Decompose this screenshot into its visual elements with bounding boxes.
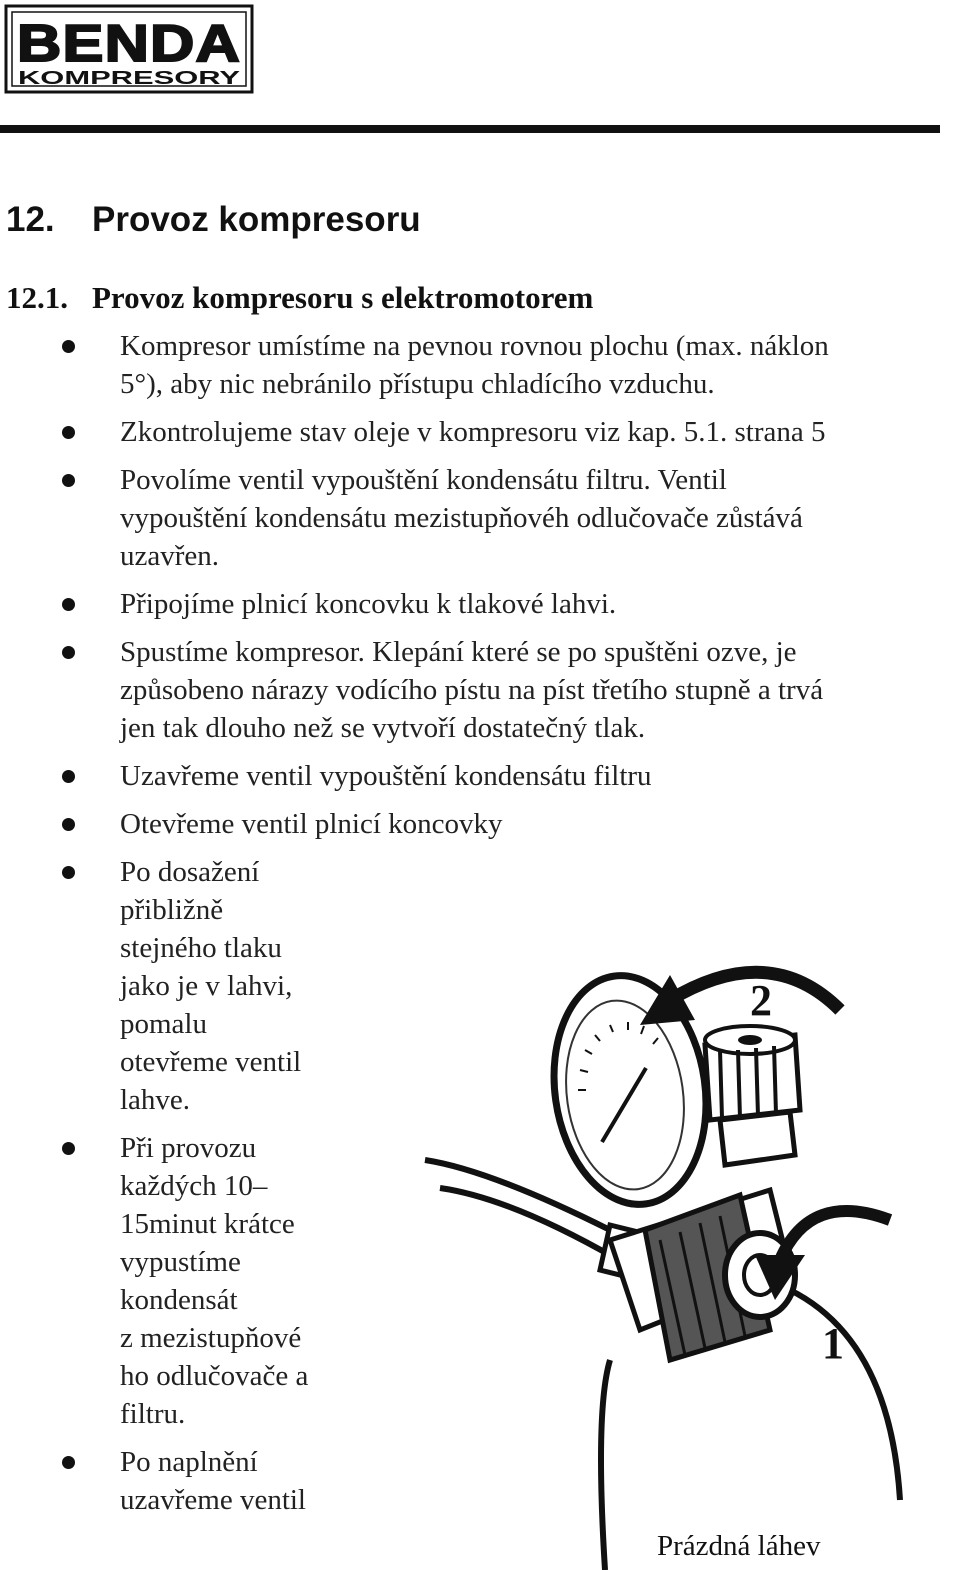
instruction-line: 5°), aby nic nebránilo přístupu chladícího vzduchu. bbox=[120, 368, 715, 400]
pressure-gauge-icon bbox=[540, 966, 721, 1215]
bullet-icon bbox=[62, 866, 75, 879]
bullet-icon bbox=[62, 1456, 75, 1469]
instruction-item bbox=[0, 413, 960, 451]
instruction-line: Zkontrolujeme stav oleje v kompresoru viz kap. 5.1. strana 5 bbox=[120, 416, 826, 448]
bullet-icon bbox=[62, 770, 75, 783]
bullet-icon bbox=[62, 598, 75, 611]
instruction-item bbox=[0, 461, 960, 575]
instruction-item bbox=[0, 757, 960, 795]
instruction-line: Otevřeme ventil plnicí koncovky bbox=[120, 808, 503, 840]
arrow-label-2: 2 bbox=[750, 976, 772, 1025]
instruction-line: jako je v lahvi, bbox=[120, 970, 293, 1002]
section-heading bbox=[6, 200, 421, 240]
instruction-line: kondensát bbox=[120, 1284, 238, 1316]
bullet-icon bbox=[62, 340, 75, 353]
bullet-icon bbox=[62, 646, 75, 659]
instruction-item bbox=[0, 585, 960, 623]
instruction-line: Kompresor umístíme na pevnou rovnou plochu (max. náklon bbox=[120, 330, 829, 362]
subsection-title: Provoz kompresoru s elektromotorem bbox=[92, 280, 594, 315]
instruction-line: lahve. bbox=[120, 1084, 191, 1116]
instruction-line: pomalu bbox=[120, 1008, 207, 1040]
bullet-icon bbox=[62, 426, 75, 439]
rotation-arrow-2-icon bbox=[640, 972, 840, 1025]
header-rule bbox=[0, 125, 940, 133]
instruction-line: vypustíme bbox=[120, 1246, 241, 1278]
instruction-line: Po naplnění bbox=[120, 1446, 258, 1478]
bullet-icon bbox=[62, 474, 75, 487]
instruction-line: ho odlučovače a bbox=[120, 1360, 309, 1392]
instruction-line: stejného tlaku bbox=[120, 932, 282, 964]
bullet-icon bbox=[62, 1142, 75, 1155]
section-number: 12. bbox=[6, 200, 55, 239]
arrow-label-1: 1 bbox=[822, 1319, 844, 1368]
instruction-line: uzavřen. bbox=[120, 540, 220, 572]
instruction-line: způsobeno nárazy vodícího pístu na píst třetího stupně a trvá bbox=[120, 674, 824, 706]
benda-logo bbox=[4, 4, 254, 94]
subsection-number: 12.1. bbox=[6, 280, 68, 315]
subsection-heading bbox=[6, 280, 593, 316]
instruction-item bbox=[0, 327, 960, 403]
svg-text:BENDA: BENDA bbox=[17, 15, 242, 73]
bullet-icon bbox=[62, 818, 75, 831]
instruction-line: přibližně bbox=[120, 894, 224, 926]
instruction-line: každých 10– bbox=[120, 1170, 268, 1202]
svg-text:KOMPRESORY: KOMPRESORY bbox=[18, 68, 240, 88]
instruction-line: Uzavřeme ventil vypouštění kondensátu filtru bbox=[120, 760, 652, 792]
instruction-line: z mezistupňové bbox=[120, 1322, 302, 1354]
instruction-line: 15minut krátce bbox=[120, 1208, 295, 1240]
section-title: Provoz kompresoru bbox=[92, 200, 421, 239]
instruction-line: Připojíme plnicí koncovku k tlakové lahvi. bbox=[120, 588, 617, 620]
instruction-line: vypouštění kondensátu mezistupňovéh odlučovače zůstává bbox=[120, 502, 803, 534]
instruction-line: Po dosažení bbox=[120, 856, 260, 888]
instruction-line: uzavřeme ventil bbox=[120, 1484, 306, 1516]
instruction-line: filtru. bbox=[120, 1398, 186, 1430]
instruction-line: Při provozu bbox=[120, 1132, 257, 1164]
instruction-line: otevřeme ventil bbox=[120, 1046, 302, 1078]
instruction-line: Spustíme kompresor. Klepání které se po spuštěni ozve, je bbox=[120, 636, 797, 668]
instruction-line: Povolíme ventil vypouštění kondensátu filtru. Ventil bbox=[120, 464, 727, 496]
instruction-item bbox=[0, 633, 960, 747]
valve-illustration bbox=[370, 940, 950, 1570]
figure-caption: Prázdná láhev bbox=[657, 1530, 821, 1562]
instruction-item bbox=[0, 805, 960, 843]
valve-knob-icon bbox=[705, 1026, 800, 1165]
instruction-line: jen tak dlouho než se vytvoří dostatečný tlak. bbox=[120, 712, 646, 744]
